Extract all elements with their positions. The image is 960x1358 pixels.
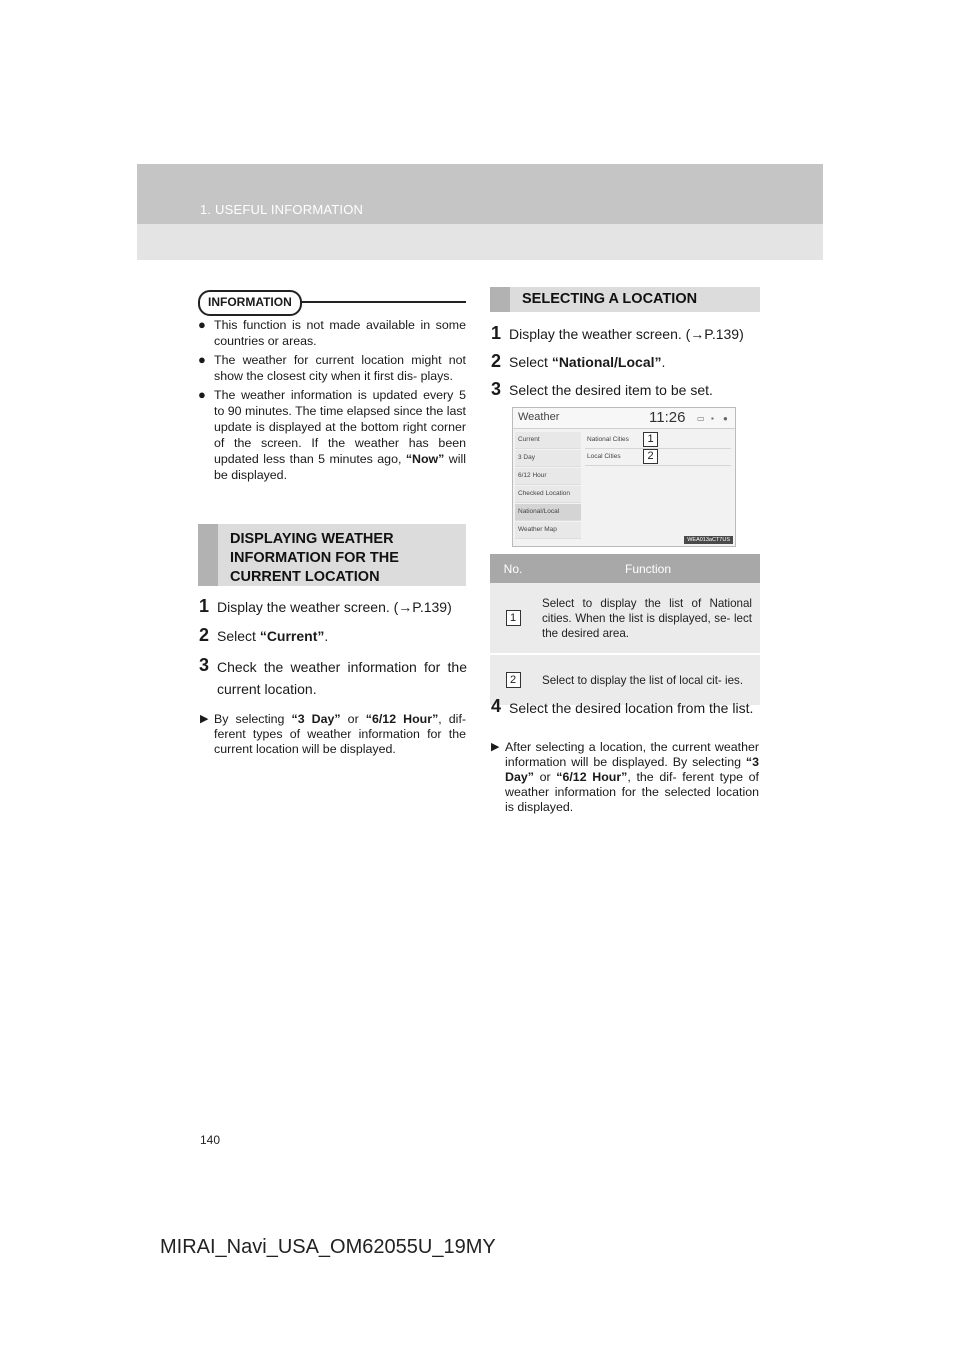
arrow-icon: ▶ <box>200 713 209 725</box>
table-header-row <box>490 554 760 583</box>
screen-menu <box>515 432 581 540</box>
step-text: Select “National/Local”. <box>509 354 666 370</box>
info-bullet <box>198 352 466 384</box>
section-header-selecting-location <box>490 287 760 312</box>
signal-icon: ▭ <box>697 414 705 423</box>
info-bullet <box>198 387 466 483</box>
lock-icon: ▪ <box>711 414 714 423</box>
callout-1: 1 <box>643 432 658 447</box>
step-text: Check the weather information for the current location. <box>217 659 467 697</box>
info-bullet-text: The weather for current location might not show the closest city when it first dis- plays. <box>214 353 466 383</box>
step-number: 2 <box>199 625 210 645</box>
document-footer: MIRAI_Navi_USA_OM62055U_19MY <box>160 1236 496 1258</box>
step-number: 4 <box>491 696 502 716</box>
function-table <box>490 554 760 707</box>
section-heading: DISPLAYING WEATHER INFORMATION FOR THE CURRENT LOCATION <box>230 531 399 585</box>
screen-list <box>585 432 731 466</box>
menu-item-checked-location: Checked Location <box>515 486 581 503</box>
step-number: 3 <box>491 379 502 399</box>
note <box>491 740 759 815</box>
step-number: 1 <box>491 323 502 343</box>
number-box: 1 <box>506 610 521 626</box>
list-item-local-cities: Local Cities <box>585 449 731 466</box>
section-title: 1. USEFUL INFORMATION <box>200 202 364 217</box>
step-number: 1 <box>199 596 210 616</box>
step-number: 2 <box>491 351 502 371</box>
number-box: 2 <box>506 672 521 688</box>
bullet-icon: ● <box>198 352 206 367</box>
step <box>491 352 761 372</box>
bullet-icon: ● <box>198 317 206 332</box>
information-tag: INFORMATION <box>198 290 302 316</box>
step-text: Display the weather screen. (→P.139) <box>217 599 452 615</box>
step <box>491 697 761 719</box>
section-heading: SELECTING A LOCATION <box>522 291 698 307</box>
info-bullet <box>198 317 466 349</box>
step <box>199 626 467 646</box>
step-number: 3 <box>199 655 210 675</box>
arrow-icon: ▶ <box>491 741 500 753</box>
step <box>199 656 467 700</box>
menu-item-weather-map: Weather Map <box>515 522 581 539</box>
screen-top-bar <box>513 408 735 429</box>
info-bullets <box>198 317 466 486</box>
table-cell-function: Select to display the list of local cit- ies. <box>536 654 760 706</box>
step <box>199 597 467 617</box>
screen-clock: 11:26 <box>649 409 686 426</box>
step-text: Display the weather screen. (→P.139) <box>509 326 744 342</box>
step <box>491 324 761 344</box>
section-bar <box>490 287 510 312</box>
menu-item-current: Current <box>515 432 581 449</box>
step-text: Select the desired item to be set. <box>509 382 713 398</box>
column-header-function: Function <box>536 554 760 583</box>
image-code: WEA013aCT7US <box>684 536 733 544</box>
table-row <box>490 583 760 654</box>
info-bullet-text: The weather information is updated every 5 to 90 minutes. The time elapsed since the last update is displayed at the bottom right corner of the screen. If the weather has been updated less than 5 minutes ago, “Now” will be displayed. <box>214 388 466 482</box>
menu-item-6-12-hour: 6/12 Hour <box>515 468 581 485</box>
note-text: By selecting “3 Day” or “6/12 Hour”, dif- ferent types of weather information for the current location will be displayed. <box>214 712 467 756</box>
callout-2: 2 <box>643 449 658 464</box>
page-number: 140 <box>200 1133 221 1147</box>
settings-icon: ● <box>723 414 728 423</box>
screen-title: Weather <box>518 411 560 423</box>
info-bullet-text: This function is not made available in some countries or areas. <box>214 318 466 348</box>
note <box>200 712 466 757</box>
note-text: After selecting a location, the current weather information will be displayed. By selecting “3 Day” or “6/12 Hour”, the dif- ferent type of weather information for the selected location is displayed. <box>505 740 759 814</box>
list-item-national-cities: National Cities <box>585 432 731 449</box>
step-text: Select the desired location from the list. <box>509 700 754 716</box>
table-cell-function: Select to display the list of National cities. When the list is displayed, se- lect the desired area. <box>536 583 760 654</box>
section-header-current-location <box>198 524 466 586</box>
section-bar <box>198 524 218 586</box>
bullet-icon: ● <box>198 387 206 402</box>
table-cell-no <box>490 583 536 654</box>
menu-item-3-day: 3 Day <box>515 450 581 467</box>
menu-item-national-local: National/Local <box>515 504 581 521</box>
weather-screen-screenshot <box>512 407 736 547</box>
column-header-no: No. <box>490 554 536 583</box>
step-text: Select “Current”. <box>217 628 329 644</box>
step <box>491 380 761 400</box>
